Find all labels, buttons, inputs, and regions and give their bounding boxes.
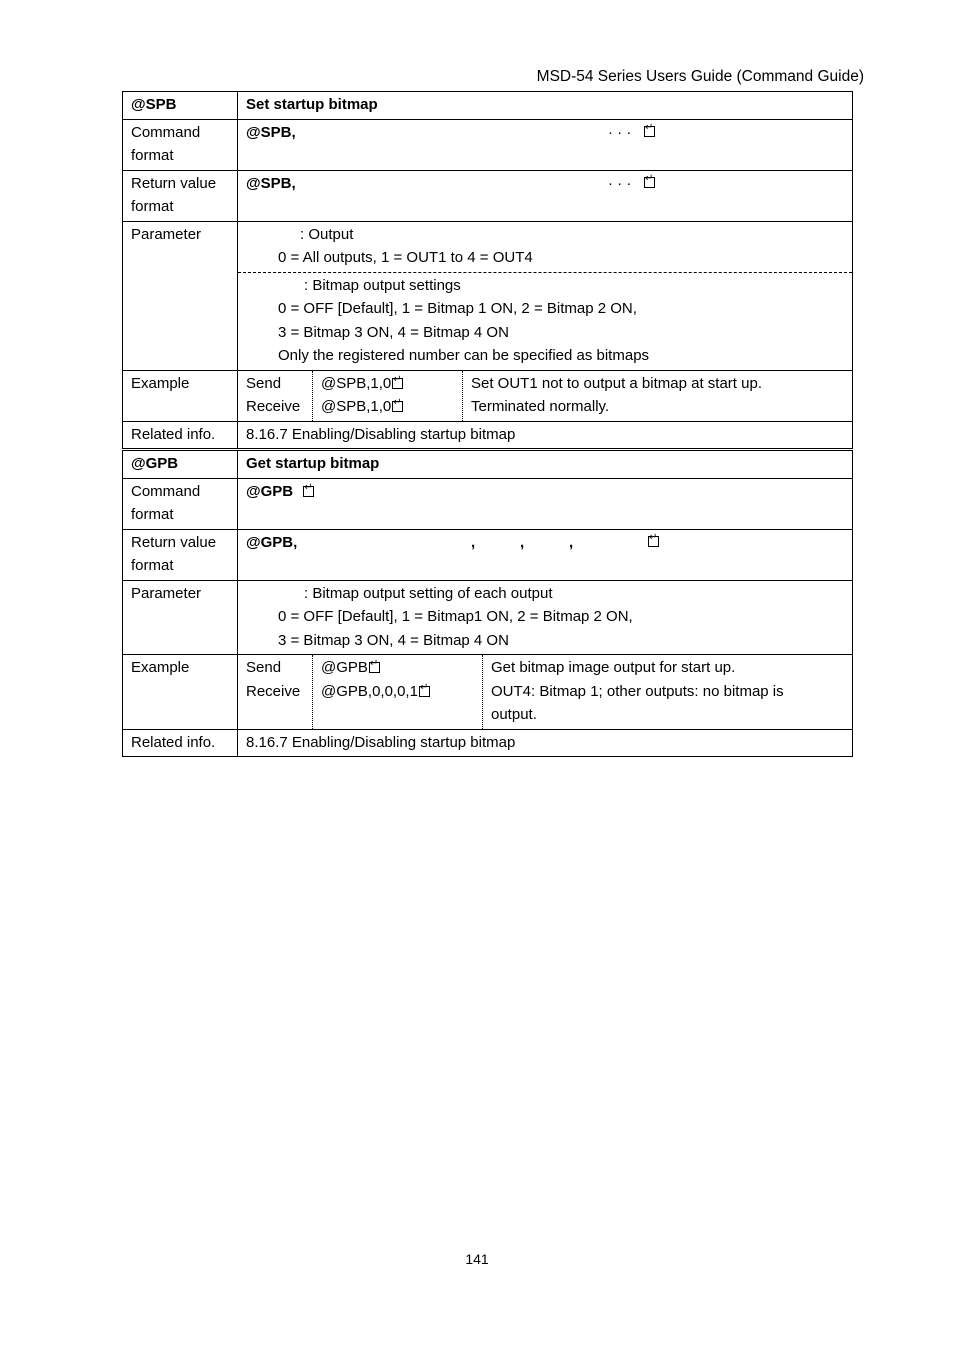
spb-param2-title: : Bitmap output settings (304, 276, 461, 294)
enter-icon (392, 378, 403, 389)
enter-icon (648, 536, 659, 547)
enter-icon (644, 126, 655, 137)
spb-return-value: @SPB, (246, 174, 296, 192)
spb-param2-line2: 3 = Bitmap 3 ON, 4 = Bitmap 4 ON (278, 323, 509, 341)
spb-parameter-row (123, 221, 853, 370)
spb-command-value-cell (238, 119, 853, 170)
gpb-param1 (238, 581, 852, 655)
gpb-receive-cmd-line (321, 680, 476, 704)
enter-icon (369, 662, 380, 673)
page-header: MSD-54 Series Users Guide (Command Guide) (536, 68, 864, 85)
gpb-command-label (123, 478, 238, 529)
spb-command-dots: · · · (608, 123, 632, 141)
spb-param1-values: 0 = All outputs, 1 = OUT1 to 4 = OUT4 (278, 249, 533, 266)
spb-return-format-row (123, 170, 853, 221)
gpb-param1-title: : Bitmap output setting of each output (304, 584, 553, 602)
spb-related-row (123, 421, 853, 449)
gpb-receive-desc: OUT4: Bitmap 1; other outputs: no bitmap is output. (491, 682, 784, 723)
page-number: 141 (465, 1251, 489, 1267)
spb-related-value: 8.16.7 Enabling/Disabling startup bitmap (238, 421, 853, 449)
gpb-receive-label: Receive (246, 682, 301, 700)
spb-command-table (122, 91, 853, 449)
spb-header-row (123, 92, 853, 120)
gpb-return-label (123, 529, 238, 580)
spb-command-label-line2: format (131, 147, 174, 164)
gpb-param1-line1: 0 = OFF [Default], 1 = Bitmap1 ON, 2 = Bitmap 2 ON, (278, 608, 633, 625)
gpb-command-value-cell (238, 478, 853, 529)
gpb-send-desc: Get bitmap image output for start up. (491, 659, 736, 676)
gpb-return-sep-3: , (569, 533, 574, 551)
spb-example-descriptions (463, 371, 768, 421)
enter-icon (419, 686, 430, 697)
spb-code: @SPB (123, 92, 238, 120)
gpb-related-row (123, 729, 853, 757)
spb-related-label: Related info. (123, 421, 238, 449)
spb-command-label-line1: Command (131, 123, 201, 141)
spb-param2-line3: Only the registered number can be specified as bitmaps (278, 347, 650, 364)
gpb-param-label: Parameter (123, 580, 238, 655)
spb-example-commands (312, 371, 463, 421)
spb-command-label (123, 119, 238, 170)
gpb-example-label: Example (123, 655, 238, 730)
gpb-receive-cmd: @GPB,0,0,0,1 (321, 682, 418, 700)
spb-return-dots: · · · (608, 174, 632, 192)
gpb-example-row (123, 655, 853, 730)
gpb-title: Get startup bitmap (238, 451, 853, 479)
spb-param1 (238, 222, 852, 272)
spb-send-desc: Set OUT1 not to output a bitmap at start up. (471, 374, 762, 392)
gpb-example-labels (238, 655, 312, 729)
spb-receive-cmd-line (321, 395, 456, 419)
gpb-command-label-line2: format (131, 506, 174, 523)
gpb-example-descriptions (483, 655, 852, 729)
gpb-code: @GPB (123, 451, 238, 479)
gpb-parameter-row (123, 580, 853, 655)
spb-return-label-line1: Return value (131, 174, 217, 192)
spb-title: Set startup bitmap (238, 92, 853, 120)
spb-param-label: Parameter (123, 221, 238, 370)
spb-receive-desc: Terminated normally. (471, 398, 610, 415)
spb-command-value: @SPB, (246, 123, 296, 141)
spb-param2-line1: 0 = OFF [Default], 1 = Bitmap 1 ON, 2 = Bitmap 2 ON, (278, 300, 637, 317)
gpb-return-label-line1: Return value (131, 533, 217, 551)
gpb-return-sep-2: , (520, 533, 525, 551)
gpb-param-cell (238, 580, 853, 655)
spb-param1-title: : Output (300, 225, 354, 243)
gpb-param1-line2: 3 = Bitmap 3 ON, 4 = Bitmap 4 ON (278, 631, 509, 649)
gpb-related-value: 8.16.7 Enabling/Disabling startup bitmap (238, 729, 853, 757)
spb-param-cell (238, 221, 853, 370)
spb-return-label (123, 170, 238, 221)
spb-send-cmd-line (321, 372, 456, 396)
spb-example-label: Example (123, 370, 238, 421)
gpb-example-cell (238, 655, 853, 730)
spb-return-label-line2: format (131, 198, 174, 215)
spb-example-row (123, 370, 853, 421)
spb-send-label: Send (246, 374, 282, 392)
enter-icon (392, 401, 403, 412)
gpb-command-value: @GPB (246, 482, 294, 500)
spb-receive-label: Receive (246, 398, 301, 415)
gpb-return-sep-1: , (471, 533, 476, 551)
gpb-return-format-row (123, 529, 853, 580)
gpb-return-label-line2: format (131, 557, 174, 574)
gpb-send-cmd-line (321, 656, 476, 680)
gpb-send-cmd: @GPB (321, 659, 368, 676)
spb-param2 (238, 272, 852, 370)
spb-send-cmd: @SPB,1,0 (321, 374, 392, 392)
gpb-command-label-line1: Command (131, 482, 201, 500)
gpb-example-commands (312, 655, 483, 729)
gpb-return-value-cell (238, 529, 853, 580)
enter-icon (644, 177, 655, 188)
spb-example-labels (238, 371, 312, 421)
gpb-send-label: Send (246, 659, 282, 676)
spb-receive-cmd: @SPB,1,0 (321, 398, 392, 415)
gpb-related-label: Related info. (123, 729, 238, 757)
spb-example-cell (238, 370, 853, 421)
enter-icon (303, 486, 314, 497)
gpb-command-table (122, 450, 853, 757)
gpb-return-value: @GPB, (246, 533, 298, 551)
gpb-command-format-row (123, 478, 853, 529)
spb-return-value-cell (238, 170, 853, 221)
spb-command-format-row (123, 119, 853, 170)
gpb-header-row (123, 451, 853, 479)
